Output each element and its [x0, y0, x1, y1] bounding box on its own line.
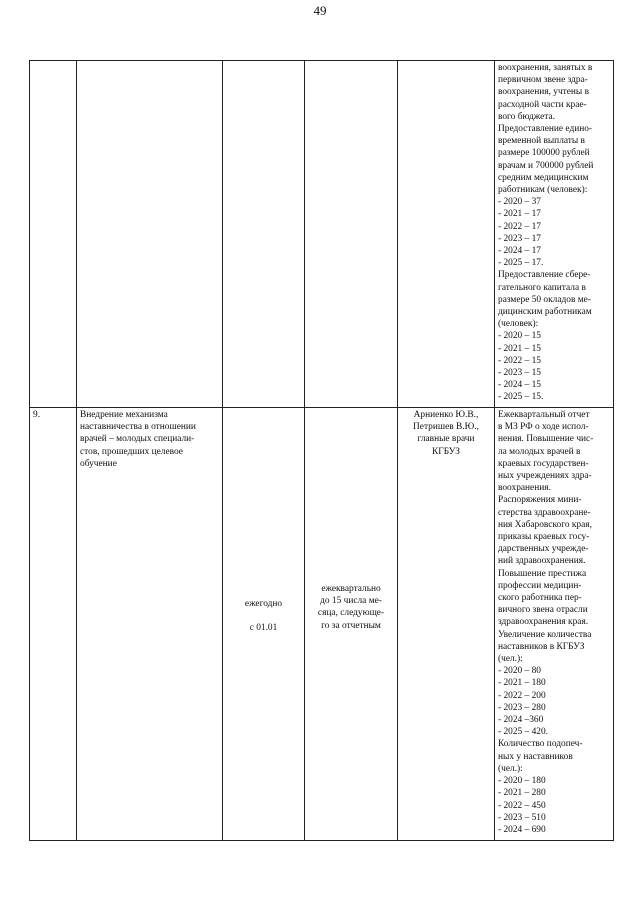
text-line: главные врачи [417, 434, 475, 445]
text-line: стерства здравоохране- [498, 507, 591, 518]
text-line: нения. Повышение чис- [498, 434, 594, 445]
text-line: приказы краевых госу- [498, 532, 590, 543]
text-line: (чел.): [498, 654, 523, 665]
cell-reporting [305, 61, 398, 408]
cell-measure [77, 61, 223, 408]
text-line: - 2021 – 280 [498, 788, 546, 799]
page-number: 49 [313, 3, 327, 18]
text-line: с 01.01 [249, 623, 278, 634]
text-line: - 2022 – 17 [498, 221, 541, 232]
text-line: Предоставление едино- [498, 124, 593, 135]
measure-text [80, 409, 219, 470]
cell-period [223, 408, 305, 841]
text-line: краевых государствен- [498, 458, 589, 469]
text-line: работникам (человек): [498, 185, 588, 196]
text-line: КГБУЗ [432, 446, 460, 457]
text-line: - 2024 – 17 [498, 246, 541, 257]
period-text [223, 598, 304, 635]
text-line: - 2020 – 180 [498, 776, 546, 787]
text-line: - 2020 – 80 [498, 666, 541, 677]
text-line: наставников в КГБУЗ [498, 641, 585, 652]
text-line: здравоохранения края. [498, 617, 589, 628]
table-row-9 [30, 408, 614, 841]
cell-number [30, 408, 77, 841]
text-line: профессии медицин- [498, 580, 582, 591]
text-line: размере 50 окладов ме- [498, 294, 591, 305]
text-line: ний здравоохранения. [498, 556, 586, 567]
text-line: дарственных учрежде- [498, 544, 589, 555]
text-line: Предоставление сбере- [498, 270, 591, 281]
row-number: 9. [33, 410, 41, 420]
text-line: первичном звене здра- [498, 75, 588, 86]
text-line: временной выплаты в [498, 136, 585, 147]
cell-period [223, 61, 305, 408]
text-line: - 2024 – 15 [498, 380, 541, 391]
text-line: ежегодно [244, 599, 283, 609]
text-line: - 2025 – 420. [498, 727, 548, 738]
text-line: - 2023 – 510 [498, 812, 546, 823]
text-line [223, 610, 304, 622]
text-line: - 2024 –360 [498, 715, 544, 726]
cell-result [495, 408, 614, 841]
text-line: врачей – молодых специали- [80, 434, 195, 445]
text-line: размере 100000 рублей [498, 148, 590, 159]
text-line: Увеличение количества [498, 629, 592, 640]
text-line: - 2023 – 280 [498, 702, 546, 713]
text-line: ных у наставников [498, 751, 573, 762]
text-line: ния Хабаровского края, [498, 519, 592, 530]
text-line: - 2025 – 17. [498, 258, 544, 269]
text-line: дицинским работникам [498, 307, 592, 318]
text-line: гательного капитала в [498, 282, 586, 293]
responsible-text [401, 409, 491, 458]
text-line: Ежеквартальный отчет [498, 410, 590, 420]
text-line: вичного звена отрасли [498, 605, 588, 616]
text-line: - 2022 – 200 [498, 690, 546, 701]
measures-table [29, 60, 614, 841]
text-line: - 2025 – 15. [498, 392, 544, 403]
text-line: Внедрение механизма [80, 410, 168, 420]
text-line: ла молодых врачей в [498, 446, 581, 457]
reporting-text [305, 583, 397, 632]
text-line: (чел.): [498, 763, 523, 774]
text-line: ежеквартально [321, 584, 381, 594]
text-line: - 2021 – 15 [498, 343, 541, 354]
text-line: стов, прошедших целевое [80, 446, 183, 457]
text-line: вого бюджета. [498, 111, 555, 122]
text-line: Арниенко Ю.В., [413, 410, 479, 420]
text-line: расходной части крае- [498, 99, 587, 110]
table-row-continued [30, 61, 614, 408]
text-line: - 2020 – 37 [498, 197, 541, 208]
result-text [498, 62, 610, 404]
text-line: - 2022 – 15 [498, 355, 541, 366]
cell-responsible [398, 408, 495, 841]
text-line: - 2024 – 690 [498, 824, 546, 835]
text-line: (человек): [498, 319, 539, 330]
cell-number [30, 61, 77, 408]
cell-measure [77, 408, 223, 841]
text-line: - 2020 – 15 [498, 331, 541, 342]
text-line: воохранения. [498, 483, 551, 494]
text-line: - 2022 – 450 [498, 800, 546, 811]
text-line: в МЗ РФ о ходе испол- [498, 422, 589, 433]
text-line: воохранения, занятых в [498, 63, 593, 73]
text-line: Распоряжения мини- [498, 495, 582, 506]
text-line: средним медицинским [498, 172, 589, 183]
text-line: - 2021 – 180 [498, 678, 546, 689]
text-line: - 2023 – 17 [498, 233, 541, 244]
text-line: го за отчетным [321, 620, 381, 631]
text-line: врачам и 700000 рублей [498, 160, 594, 171]
text-line: обучение [80, 458, 117, 469]
result-text [498, 409, 610, 836]
text-line: Количество подопеч- [498, 739, 583, 750]
cell-result-continued [495, 61, 614, 408]
cell-responsible [398, 61, 495, 408]
text-line: до 15 числа ме- [320, 596, 382, 607]
text-line: наставничества в отношении [80, 422, 196, 433]
text-line: - 2023 – 15 [498, 368, 541, 379]
text-line: воохранения, учтены в [498, 87, 589, 98]
text-line: ского работника пер- [498, 593, 582, 604]
text-line: ных учреждениях здра- [498, 471, 592, 482]
text-line: Петришев В.Ю., [413, 422, 479, 433]
text-line: - 2021 – 17 [498, 209, 541, 220]
text-line: сяца, следующе- [317, 608, 385, 619]
text-line: Повышение престижа [498, 568, 587, 579]
cell-reporting [305, 408, 398, 841]
